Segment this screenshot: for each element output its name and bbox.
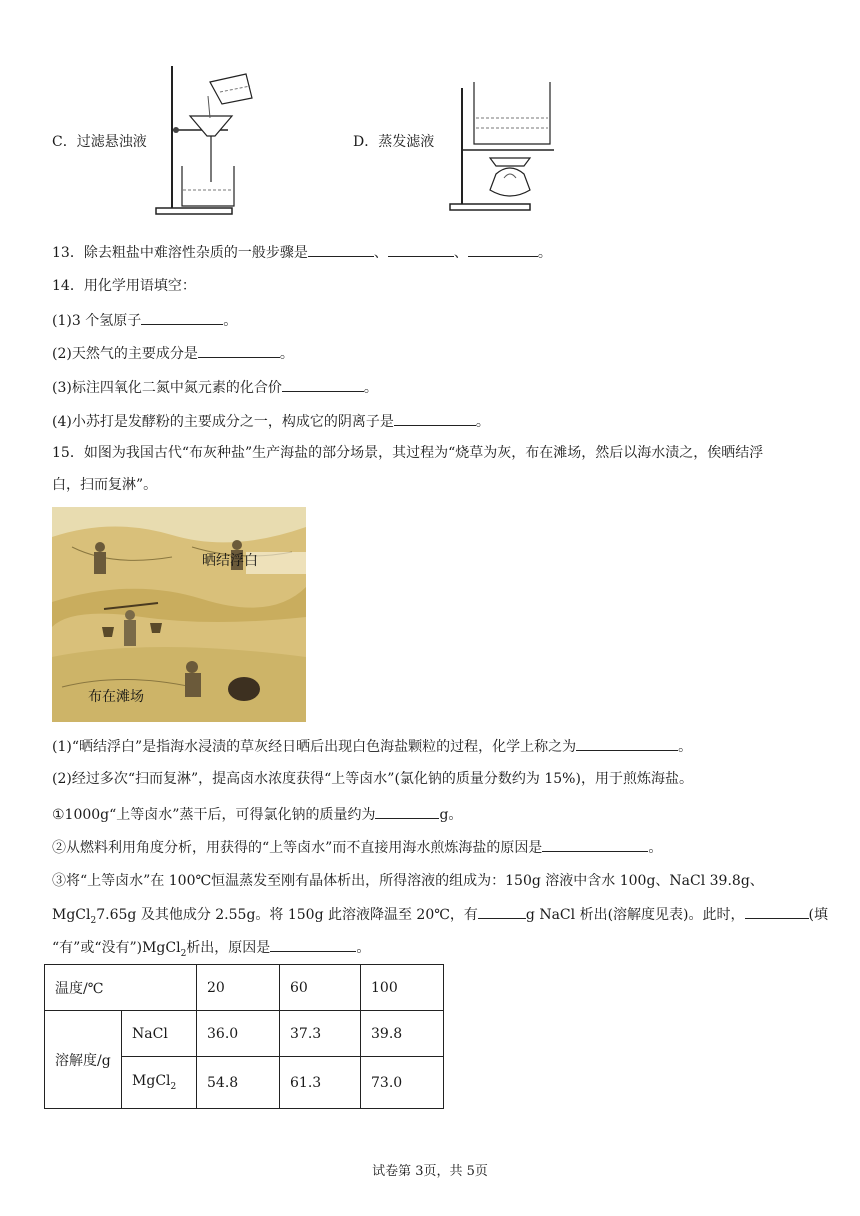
q15-p1-text: (1)“晒结浮白”是指海水浸渍的草灰经日晒后出现白色海盐颗粒的过程，化学上称之为 [52, 739, 577, 755]
q15-part-1 [52, 736, 692, 757]
option-d-text: 蒸发滤液 [378, 134, 435, 150]
substance-cell [122, 1057, 197, 1109]
q14-blank-3[interactable] [282, 377, 364, 392]
q15-p2a-text: ①1000g“上等卤水”蒸干后，可得氯化钠的质量约为 [52, 807, 376, 823]
q14-item-1-end: 。 [223, 313, 238, 329]
option-c [52, 132, 147, 152]
q13-blank-3[interactable] [468, 242, 538, 257]
q15-blank-2c-3[interactable] [270, 937, 356, 952]
solubility-header-cell: 溶解度/g [45, 1011, 122, 1109]
temp-cell: 60 [280, 965, 361, 1011]
q14-item-3-end: 。 [363, 380, 378, 396]
value-cell: 37.3 [280, 1011, 361, 1057]
filtration-apparatus-figure [150, 62, 260, 218]
q15-intro-line-2: 白，扫而复淋”。 [52, 477, 158, 493]
q14-item-2-text: (2)天然气的主要成分是 [52, 346, 198, 362]
q14-item-4-end: 。 [475, 414, 490, 430]
q14-item-1-text: (1)3 个氢原子 [52, 313, 142, 329]
q15-p2c-text-e: “有”或“没有”)MgCl [52, 940, 181, 956]
page-footer: 试卷第 3页，共 5页 [372, 1164, 488, 1179]
value-cell: 39.8 [361, 1011, 444, 1057]
q15-part-2b [52, 837, 662, 858]
option-d-letter: D． [353, 134, 379, 150]
temp-header-cell: 温度/℃ [45, 965, 197, 1011]
q15-p2c-text-f: 析出，原因是 [186, 940, 271, 956]
q15-blank-2c-2[interactable] [745, 904, 809, 919]
q14-item-2 [52, 343, 294, 364]
q13-blank-1[interactable] [308, 242, 374, 257]
value-cell: 36.0 [197, 1011, 280, 1057]
q15-p2c-mgcl: MgCl [52, 907, 91, 923]
q13-text: 13．除去粗盐中难溶性杂质的一般步骤是 [52, 245, 308, 261]
q15-part-2c-line-2 [52, 904, 828, 931]
q15-part-2: (2)经过多次“扫而复淋”，提高卤水浓度获得“上等卤水”(氯化钠的质量分数约为 15%)，用于煎炼海盐。 [52, 771, 693, 787]
q15-blank-2b[interactable] [542, 837, 648, 852]
option-c-letter: C． [52, 134, 77, 150]
option-d [353, 132, 434, 152]
painting-label-bottom: 布在滩场 [88, 689, 144, 705]
q15-p2c-end: 。 [356, 940, 371, 956]
substance-cell: NaCl [122, 1011, 197, 1057]
q15-p2b-end: 。 [648, 840, 663, 856]
q15-part-2c-line-1: ③将“上等卤水”在 100℃恒温蒸发至刚有晶体析出，所得溶液的组成为：150g 溶液中含水 100g、NaCl 39.8g、 [52, 873, 764, 889]
evaporation-apparatus-figure [446, 78, 566, 214]
q14-item-2-end: 。 [279, 346, 294, 362]
q15-p2a-unit: g。 [439, 807, 463, 823]
value-cell: 61.3 [280, 1057, 361, 1109]
option-c-text: 过滤悬浊液 [76, 134, 147, 150]
q14-item-3 [52, 377, 378, 398]
table-row [45, 965, 444, 1011]
substance-sub: 2 [170, 1081, 177, 1092]
q14-item-3-text: (3)标注四氧化二氮中氮元素的化合价 [52, 380, 282, 396]
q15-blank-2c-1[interactable] [478, 904, 526, 919]
q15-blank-2a[interactable] [375, 804, 439, 819]
substance-name: MgCl [132, 1073, 171, 1090]
temp-cell: 20 [197, 965, 280, 1011]
solubility-table [44, 964, 444, 1109]
q14-blank-4[interactable] [394, 411, 476, 426]
q14-item-4 [52, 411, 490, 432]
q15-part-2c-line-3 [52, 937, 370, 964]
q13-sep-1: 、 [373, 245, 388, 261]
q15-p2c-text-c: g NaCl 析出(溶解度见表)。此时， [525, 907, 745, 923]
q13-end: 。 [537, 245, 552, 261]
q14-blank-1[interactable] [141, 310, 223, 325]
q15-p1-end: 。 [678, 739, 693, 755]
q15-p2b-text: ②从燃料利用角度分析，用获得的“上等卤水”而不直接用海水煎炼海盐的原因是 [52, 840, 543, 856]
q15-p2c-text-d: (填 [808, 907, 828, 923]
salt-making-painting [52, 507, 306, 722]
q13-blank-2[interactable] [388, 242, 454, 257]
value-cell: 73.0 [361, 1057, 444, 1109]
q14-title: 14．用化学用语填空： [52, 278, 196, 294]
q14-item-4-text: (4)小苏打是发酵粉的主要成分之一，构成它的阴离子是 [52, 414, 394, 430]
question-13 [52, 242, 552, 263]
q15-blank-1[interactable] [576, 736, 678, 751]
q15-p2c-sub: 2 [90, 915, 97, 926]
table-row [45, 1011, 444, 1057]
q15-intro-line-1: 15．如图为我国古代“布灰种盐”生产海盐的部分场景，其过程为“烧草为灰，布在滩场，然后以海水渍之，俟晒结浮 [52, 445, 764, 461]
q14-blank-2[interactable] [198, 343, 280, 358]
q15-part-2a [52, 804, 462, 825]
q13-sep-2: 、 [453, 245, 468, 261]
value-cell: 54.8 [197, 1057, 280, 1109]
temp-cell: 100 [361, 965, 444, 1011]
q15-p2c-sub-2: 2 [180, 948, 187, 959]
q14-item-1 [52, 310, 237, 331]
q15-p2c-text-b: 7.65g 及其他成分 2.55g。将 150g 此溶液降温至 20℃，有 [96, 907, 478, 923]
painting-label-top: 晒结浮白 [202, 553, 258, 569]
